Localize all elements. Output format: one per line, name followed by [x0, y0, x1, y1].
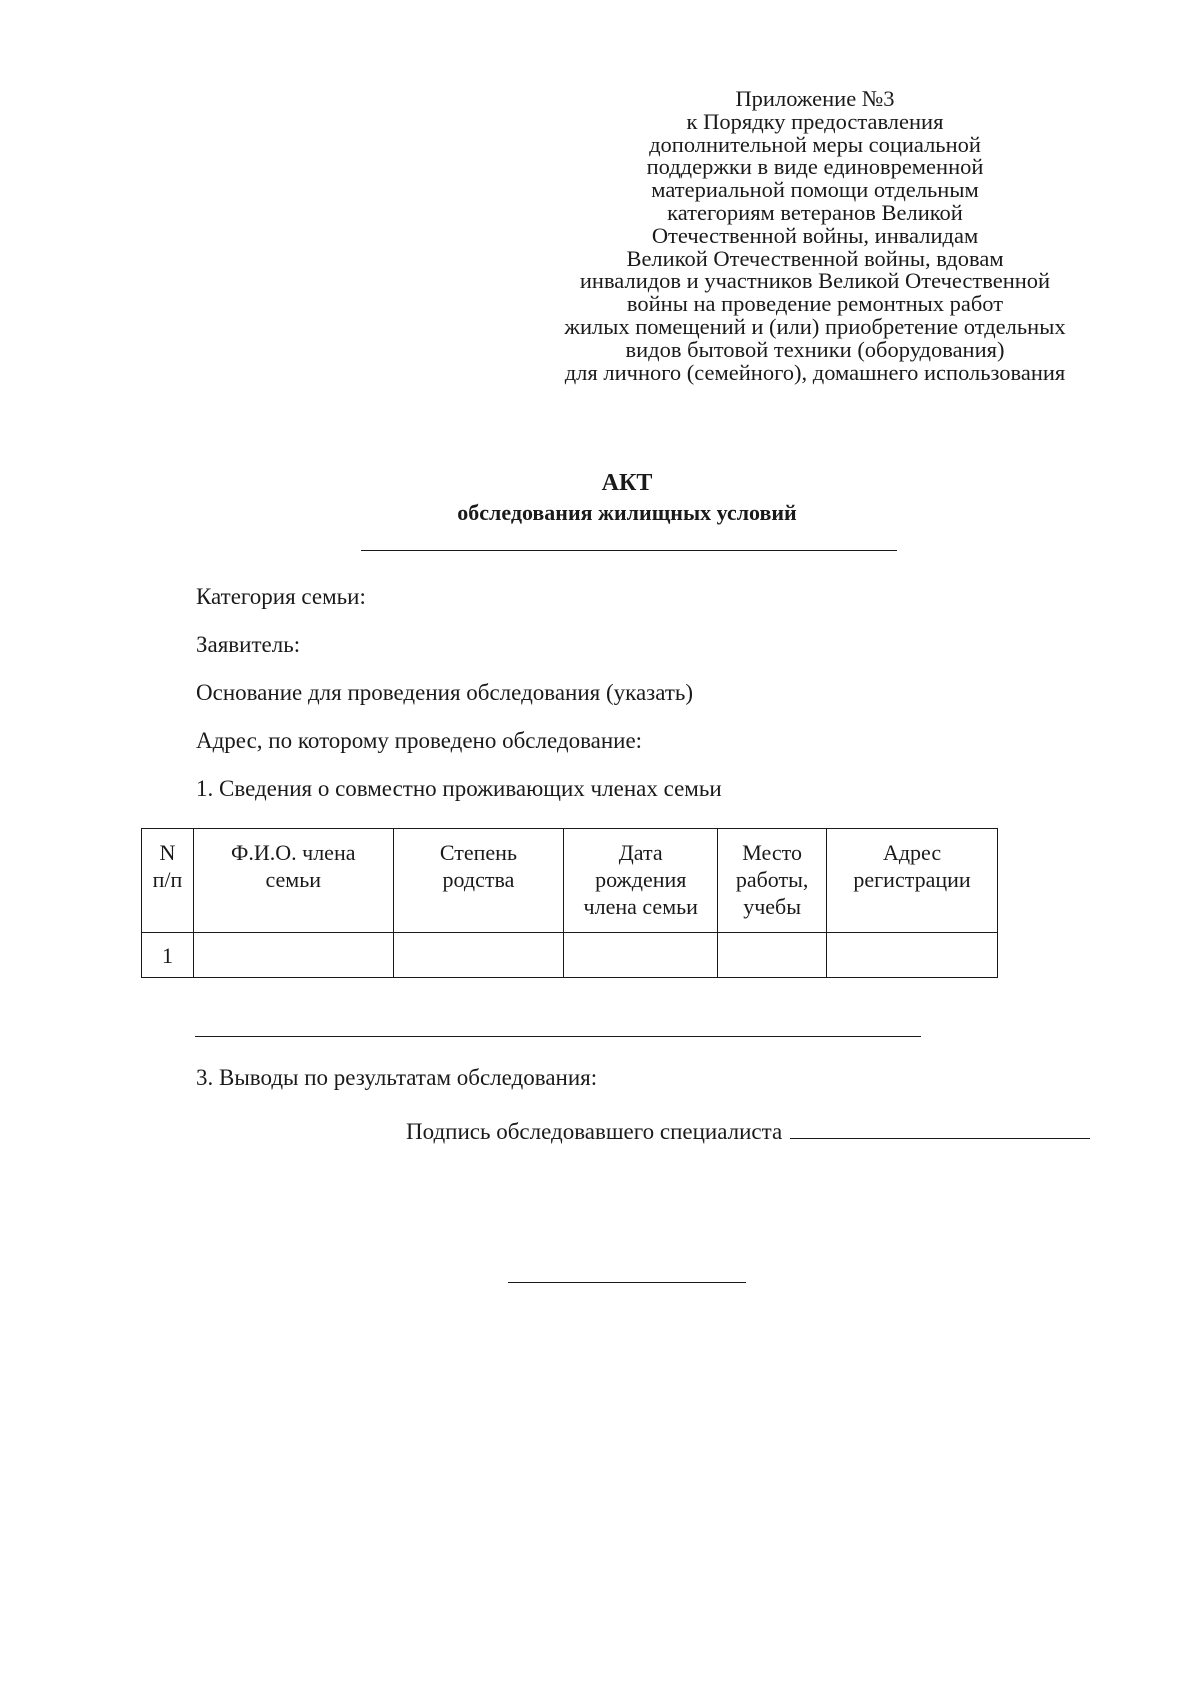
header-text: Дата: [618, 840, 663, 865]
header-text: родства: [442, 867, 515, 892]
appendix-line: к Порядку предоставления: [686, 108, 944, 134]
separator-line: [195, 1036, 921, 1037]
header-text: Ф.И.О. члена: [230, 840, 356, 865]
address-field: Адрес, по которому проведено обследование:: [196, 728, 643, 753]
header-text: члена семьи: [583, 894, 698, 919]
header-text: Степень: [439, 840, 517, 865]
appendix-line: дополнительной меры социальной: [649, 131, 981, 157]
act-title: АКТ: [601, 470, 653, 496]
appendix-line: поддержки в виде единовременной: [646, 154, 984, 180]
header-text: учебы: [743, 894, 802, 919]
table-cell: [393, 933, 564, 978]
table-row: [142, 933, 998, 978]
header-text: п/п: [152, 867, 183, 892]
table-cell: [564, 933, 718, 978]
title-underline: [361, 550, 897, 551]
header-full-name: [193, 829, 393, 933]
appendix-line: Великой Отечественной войны, вдовам: [626, 245, 1004, 271]
act-subtitle: обследования жилищных условий: [457, 500, 797, 525]
header-text: работы,: [735, 867, 809, 892]
section-3-heading: 3. Выводы по результатам обследования:: [196, 1065, 598, 1090]
header-registration-address: [827, 829, 998, 933]
table-header-row: [142, 829, 998, 933]
appendix-line: материальной помощи отдельным: [651, 177, 979, 203]
header-text: регистрации: [853, 867, 971, 892]
bottom-separator-line: [508, 1282, 746, 1283]
signature-label: Подпись обследовавшего специалиста: [406, 1119, 783, 1144]
appendix-line: для личного (семейного), домашнего использования: [564, 359, 1066, 385]
table-cell: [193, 933, 393, 978]
section-1-heading: 1. Сведения о совместно проживающих членах семьи: [196, 776, 722, 801]
table-cell: [718, 933, 827, 978]
applicant-field: Заявитель:: [196, 632, 301, 657]
signature-line: [790, 1116, 1090, 1139]
header-text: семьи: [265, 867, 321, 892]
signature-block: [406, 1116, 1090, 1145]
appendix-line: жилых помещений и (или) приобретение отдельных: [564, 313, 1066, 339]
header-relationship: [393, 829, 564, 933]
appendix-block: [520, 88, 1110, 384]
header-text: Место: [742, 840, 802, 865]
family-category-field: Категория семьи:: [196, 584, 366, 609]
appendix-line: Отечественной войны, инвалидам: [651, 222, 979, 248]
family-members-table: [141, 828, 998, 978]
appendix-line: Приложение №3: [735, 86, 895, 111]
header-text: N: [159, 840, 176, 865]
header-text: Адрес: [882, 840, 942, 865]
basis-field: Основание для проведения обследования (указать): [196, 680, 694, 705]
header-number: [142, 829, 194, 933]
table-cell-number: 1: [142, 933, 194, 978]
header-work-place: [718, 829, 827, 933]
appendix-line: войны на проведение ремонтных работ: [626, 291, 1004, 317]
appendix-line: категориям ветеранов Великой: [667, 199, 963, 225]
header-text: рождения: [595, 867, 687, 892]
appendix-line: видов бытовой техники (оборудования): [625, 336, 1005, 362]
table-cell: [827, 933, 998, 978]
header-birth-date: [564, 829, 718, 933]
appendix-line: инвалидов и участников Великой Отечественной: [579, 268, 1051, 294]
